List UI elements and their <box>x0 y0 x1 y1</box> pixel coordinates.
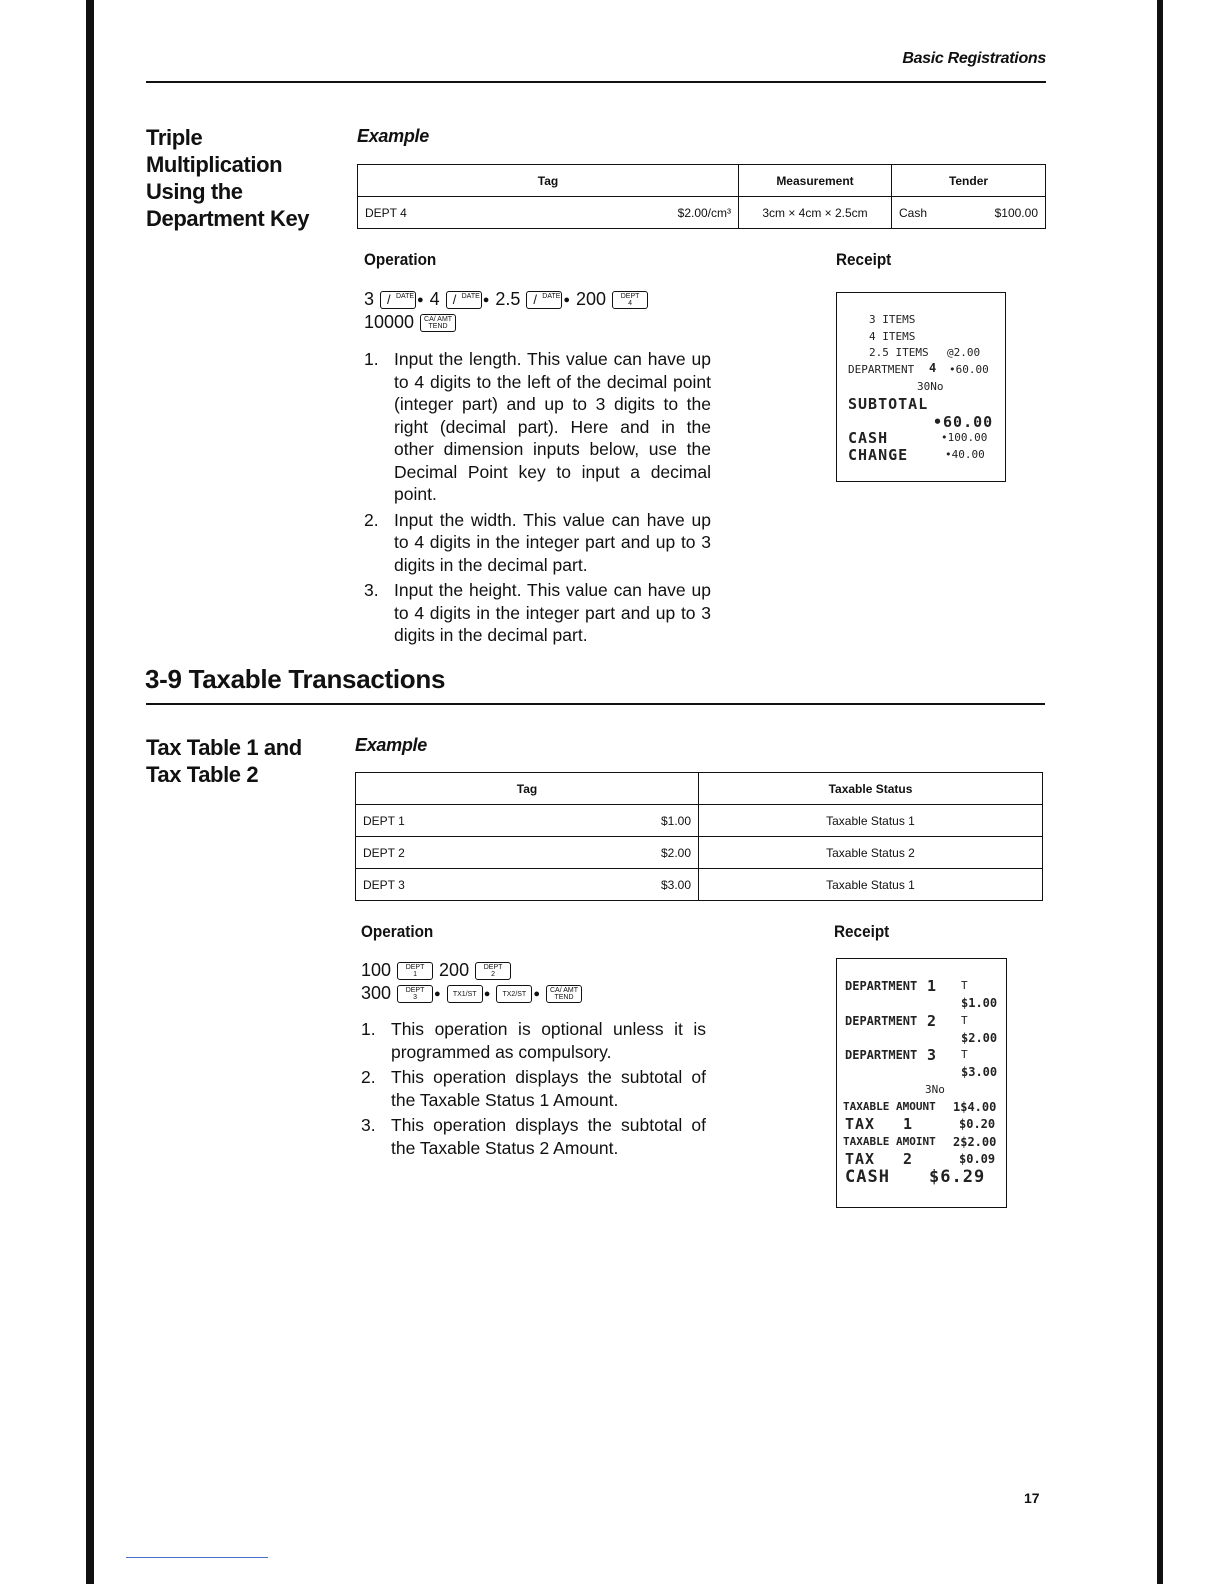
running-head: Basic Registrations <box>902 50 1046 67</box>
step-text: This operation is optional unless it is programmed as compulsory. <box>391 1019 706 1062</box>
receipt-line: $2.00 <box>961 1031 998 1045</box>
side-heading-line: Using the <box>146 179 243 204</box>
receipt-line: 2.5 ITEMS <box>869 346 929 359</box>
scan-edge-left <box>86 0 94 1584</box>
receipt-line: $0.09 <box>959 1152 996 1166</box>
key-label: CA/ AMT <box>550 986 579 994</box>
receipt-line: CASH <box>845 1167 890 1187</box>
x-time-key <box>380 291 416 309</box>
scan-edge-right <box>1157 0 1163 1584</box>
key-number: 3 <box>413 993 417 1001</box>
receipt-line: DEPARTMENT <box>848 363 915 376</box>
input-value: 2.5 <box>495 289 521 309</box>
side-heading-triple-multiplication <box>146 124 309 232</box>
step-text: This operation displays the subtotal of the Taxable Status 1 Amount. <box>391 1067 706 1110</box>
bullet-icon: ● <box>483 987 491 1000</box>
receipt-line: TAX <box>845 1150 876 1168</box>
header-tender: Tender <box>892 165 1046 197</box>
dept-value: DEPT 1 <box>363 813 405 828</box>
bullet-icon: ● <box>563 293 571 306</box>
receipt-line: T <box>961 979 968 992</box>
input-value: 3 <box>364 289 375 309</box>
page-number: 17 <box>1024 1490 1040 1506</box>
receipt-line: $3.00 <box>961 1065 998 1079</box>
input-value: 200 <box>439 960 470 980</box>
step-item <box>361 1114 706 1159</box>
dept-value: DEPT 4 <box>365 205 407 220</box>
bullet-icon: ● <box>417 293 424 306</box>
x-time-key <box>526 291 562 309</box>
receipt-line: •40.00 <box>945 448 985 461</box>
step-number: 2. <box>364 509 379 530</box>
receipt-line: 4 ITEMS <box>869 330 916 343</box>
receipt-line: DEPARTMENT <box>845 1014 918 1028</box>
ca-amt-tend-key <box>546 985 582 1003</box>
receipt-line: DEPARTMENT <box>845 979 918 993</box>
receipt-label: Receipt <box>834 922 890 941</box>
bullet-icon: ● <box>533 987 541 1000</box>
measurement-cell: 3cm × 4cm × 2.5cm <box>739 197 892 229</box>
key-label: / DATE <box>461 292 480 300</box>
side-heading-line: Department Key <box>146 206 310 231</box>
key-label: DEPT <box>620 292 640 300</box>
step-number: 1. <box>361 1019 376 1039</box>
input-value: 100 <box>361 960 392 980</box>
key-label: TEND <box>428 322 448 330</box>
operation-line-2 <box>361 983 582 1004</box>
example-table <box>355 772 1043 901</box>
key-label: DEPT <box>483 963 503 971</box>
steps-list <box>364 348 711 650</box>
dept-3-key <box>397 985 433 1003</box>
receipt-line: $0.20 <box>959 1117 996 1131</box>
tag-cell <box>356 837 699 869</box>
receipt-line: @2.00 <box>947 346 981 359</box>
header-taxable-status: Taxable Status <box>699 773 1043 805</box>
side-heading-line: Tax Table 2 <box>146 762 259 787</box>
table-row <box>356 869 1043 901</box>
section-heading-taxable-transactions: 3-9 Taxable Transactions <box>145 664 446 694</box>
receipt-label: Receipt <box>836 250 892 269</box>
receipt-1 <box>836 292 1006 482</box>
tag-cell <box>356 805 699 837</box>
side-heading-line: Multiplication <box>146 152 283 177</box>
receipt-line: •60.00 <box>949 363 989 376</box>
header-tag: Tag <box>356 773 699 805</box>
tag-cell <box>358 197 739 229</box>
receipt-line: •100.00 <box>941 431 988 444</box>
key-label: TX1/ST <box>452 990 477 998</box>
step-number: 3. <box>361 1115 376 1135</box>
price-value: $2.00 <box>660 845 691 860</box>
key-label: TEND <box>554 993 574 1001</box>
status-cell: Taxable Status 1 <box>699 869 1043 901</box>
steps-list <box>361 1018 706 1162</box>
status-cell: Taxable Status 1 <box>699 805 1043 837</box>
dept-1-key <box>397 962 433 980</box>
example-table <box>357 164 1046 229</box>
section-rule <box>146 703 1045 705</box>
receipt-line: 30No <box>917 380 944 393</box>
table-row <box>356 837 1043 869</box>
header-rule <box>146 81 1046 83</box>
receipt-line: 1$4.00 <box>953 1100 997 1114</box>
receipt-line: T <box>961 1014 968 1027</box>
operation-label: Operation <box>364 250 437 269</box>
side-heading-line: Tax Table 1 and <box>146 735 302 760</box>
receipt-line: 2$2.00 <box>953 1135 997 1149</box>
step-text: Input the width. This value can have up to 4 digits in the integer part and up to 3 digits in the decimal part. <box>394 509 711 575</box>
price-value: $1.00 <box>660 813 691 828</box>
input-value: 10000 <box>364 312 415 332</box>
receipt-line: 1 <box>903 1115 914 1133</box>
receipt-line: 2 <box>903 1150 914 1168</box>
receipt-line: T <box>961 1048 968 1061</box>
tender-amount: $100.00 <box>994 205 1038 220</box>
receipt-line: 3 <box>927 1046 938 1064</box>
key-label: DEPT <box>405 963 425 971</box>
key-label: / DATE <box>395 292 415 300</box>
tender-cell <box>892 197 1046 229</box>
header-measurement: Measurement <box>739 165 892 197</box>
step-number: 3. <box>364 580 379 600</box>
price-value: $3.00 <box>660 877 691 892</box>
example-label: Example <box>355 735 427 755</box>
receipt-line: DEPARTMENT <box>845 1048 918 1062</box>
side-heading-tax-tables <box>146 734 302 788</box>
receipt-line: $1.00 <box>961 996 998 1010</box>
price-value: $2.00/cm³ <box>677 205 731 220</box>
key-number: 1 <box>413 970 417 978</box>
status-cell: Taxable Status 2 <box>699 837 1043 869</box>
x-time-key <box>446 291 482 309</box>
key-number: 2 <box>491 970 496 978</box>
receipt-line: •60.00 <box>933 413 994 431</box>
tx2-st-key <box>496 985 532 1003</box>
dept-value: DEPT 3 <box>363 877 405 892</box>
side-heading-line: Triple <box>146 125 203 150</box>
header-tag: Tag <box>358 165 739 197</box>
dept-2-key <box>475 962 511 980</box>
receipt-line: CHANGE <box>848 446 909 464</box>
step-item <box>361 1018 706 1063</box>
key-label: / DATE <box>542 292 561 300</box>
step-item <box>361 1066 706 1111</box>
input-value: 200 <box>576 289 607 309</box>
tx1-st-key <box>447 985 483 1003</box>
receipt-line: CASH <box>848 429 889 447</box>
receipt-line: SUBTOTAL <box>848 395 929 413</box>
receipt-line: TAXABLE AMOINT <box>843 1135 936 1148</box>
step-item <box>364 579 711 647</box>
operation-line-1 <box>364 289 648 310</box>
step-number: 2. <box>361 1067 376 1087</box>
step-text: Input the length. This value can have up to 4 digits to the left of the decimal point (integer part) and up to 3 digits to the right (decimal part). Here and in the other dimension inputs below, use the Decimal Point key to input a decimal point. <box>394 349 711 504</box>
tender-type: Cash <box>899 205 928 220</box>
ca-amt-tend-key <box>420 314 456 332</box>
table-header-row <box>356 773 1043 805</box>
table-header-row <box>358 165 1046 197</box>
receipt-line: TAX <box>845 1115 876 1133</box>
table-row <box>358 197 1046 229</box>
key-label: TX2/ST <box>502 990 527 998</box>
key-number: 4 <box>628 299 633 307</box>
dept-4-key <box>612 291 648 309</box>
receipt-line: 1 <box>927 977 938 995</box>
receipt-line: 2 <box>927 1012 938 1030</box>
operation-line-1 <box>361 960 511 981</box>
dept-value: DEPT 2 <box>363 845 405 860</box>
step-text: This operation displays the subtotal of the Taxable Status 2 Amount. <box>391 1115 706 1158</box>
key-label: CA/ AMT <box>424 315 453 323</box>
example-label: Example <box>357 126 429 146</box>
step-text: Input the height. This value can have up to 4 digits in the integer part and up to 3 digits in the decimal part. <box>394 580 711 645</box>
step-item <box>364 348 711 506</box>
bullet-icon: ● <box>434 987 441 1000</box>
receipt-line: TAXABLE AMOUNT <box>843 1100 936 1113</box>
input-value: 300 <box>361 983 392 1003</box>
table-row <box>356 805 1043 837</box>
receipt-line: $6.29 <box>929 1167 986 1187</box>
receipt-2 <box>836 958 1007 1208</box>
receipt-line: 4 <box>929 361 937 375</box>
bullet-icon: ● <box>482 293 490 306</box>
receipt-line: 3No <box>925 1083 945 1096</box>
footer-link-rule <box>126 1557 268 1558</box>
receipt-line: 3 ITEMS <box>869 313 916 326</box>
step-number: 1. <box>364 349 379 369</box>
operation-line-2 <box>364 312 456 333</box>
operation-label: Operation <box>361 922 434 941</box>
step-item <box>364 509 711 577</box>
key-label: DEPT <box>405 986 425 994</box>
tag-cell <box>356 869 699 901</box>
input-value: 4 <box>429 289 440 309</box>
